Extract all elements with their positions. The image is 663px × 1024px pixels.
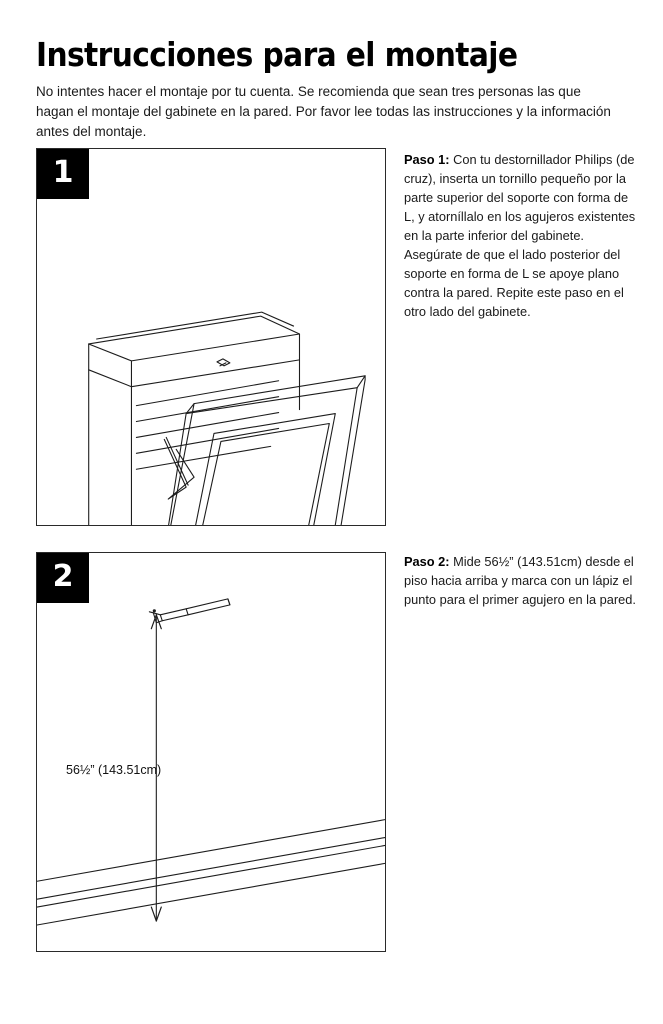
step-2-badge: 2 (37, 553, 89, 603)
step-1-body: Con tu destornillador Philips (de cruz), inserta un tornillo pequeño por la parte superior del soporte con forma de L, y atorníllalo en los agujeros existentes en la parte inferior del gabinete. Asegúrate de que el lado posterior del soporte en forma de L se apoye plano contra la pared. Repite este paso en el otro lado del gabinete. (404, 152, 636, 319)
step-1-illustration (36, 148, 386, 526)
step-2-body: Mide 56½” (143.51cm) desde el piso hacia arriba y marca con un lápiz el punto para el primer agujero en la pared. (404, 554, 636, 607)
step-1-label: Paso 1: (404, 152, 450, 167)
wall-measure-diagram-svg (37, 553, 385, 951)
step-2-text (404, 552, 636, 609)
step-1-badge: 1 (37, 149, 89, 199)
page-title: Instrucciones para el montaje (36, 35, 518, 74)
step-2-illustration (36, 552, 386, 952)
measurement-label: 56½” (143.51cm) (66, 763, 162, 777)
intro-paragraph: No intentes hacer el montaje por tu cuenta. Se recomienda que sean tres personas las que hagan el montaje del gabinete en la pared. Por favor lee todas las instrucciones y la información antes del montaje. (36, 84, 611, 139)
cabinet-diagram-svg (37, 149, 385, 525)
step-2-label: Paso 2: (404, 554, 450, 569)
step-1-text (404, 150, 636, 321)
